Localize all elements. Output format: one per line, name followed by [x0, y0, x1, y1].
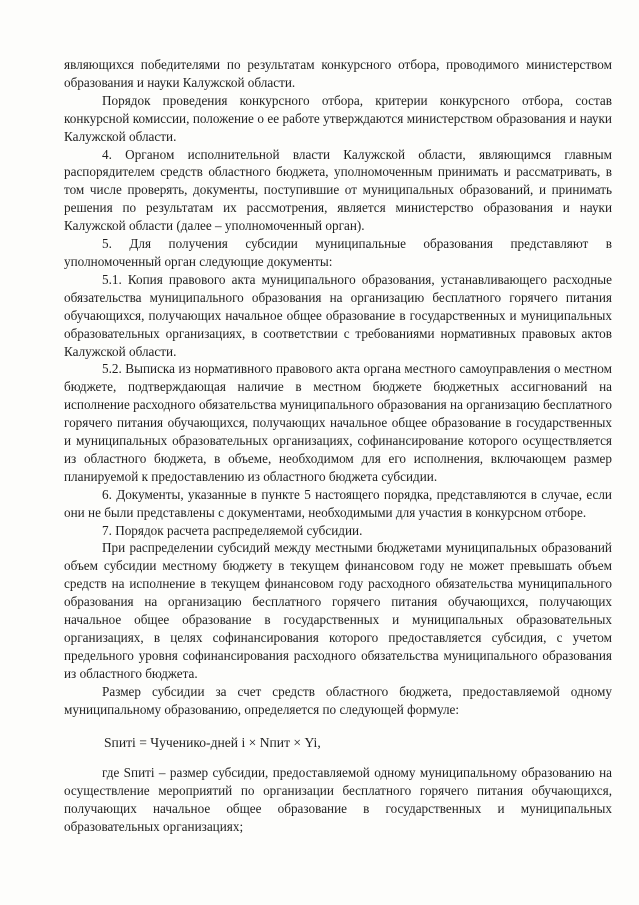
- paragraph-8: При распределении субсидий между местными бюджетами муниципальных образований объем субсидии местному бюджету в текущем финансовом году не может превышать объем средств на исполнение в текущем финансовом году расходного обязательства муниципального образования на организацию бесплатного горячего питания обучающихся, получающих начальное общее образование в государственных и муниципальных образовательных организациях, в целях софинансирования которого предоставляется субсидия, с учетом предельного уровня софинансирования расходного обязательства муниципального образования из областного бюджета.: [64, 540, 612, 681]
- paragraph-1: Порядок проведения конкурсного отбора, критерии конкурсного отбора, состав конкурсной комиссии, положение о ее работе утверждаются министерством образования и науки Калужской области.: [64, 92, 612, 144]
- paragraph-2: 4. Органом исполнительной власти Калужской области, являющимся главным распорядителем средств областного бюджета, уполномоченным принимать и рассматривать, в том числе проверять, документы, поступившие от муниципальных образований, и принимать решения по результатам их рассмотрения, является министерство образования и науки Калужской области (далее – уполномоченный орган).: [64, 146, 612, 234]
- formula-explanation: где Sпитi – размер субсидии, предоставляемой одному муниципальному образованию на осуществление мероприятий по организации бесплатного горячего питания обучающихся, получающих начальное общее образование в государственных и муниципальных образовательных организациях;: [64, 765, 612, 835]
- paragraph-4: 5.1. Копия правового акта муниципального образования, устанавливающего расходные обязательства муниципального образования на организацию бесплатного горячего питания обучающихся, получающих начальное общее образование в государственных и муниципальных образовательных организациях, в соответствии с требованиями нормативных правовых актов Калужской области.: [64, 271, 612, 359]
- paragraph-5: 5.2. Выписка из нормативного правового акта органа местного самоуправления о местном бюджете, подтверждающая наличие в местном бюджете бюджетных ассигнований на исполнение расходного обязательства муниципального образования на организацию бесплатного горячего питания обучающихся, получающих начальное общее образование в государственных и муниципальных образовательных организациях, софинансирование которого осуществляется из областного бюджета, в объеме, необходимом для его исполнения, включающем размер планируемой к предоставлению из областного бюджета субсидии.: [64, 361, 612, 484]
- text-body: [64, 56, 612, 836]
- document-page: [64, 0, 612, 836]
- paragraph-0: являющихся победителями по результатам конкурсного отбора, проводимого министерством образования и науки Калужской области.: [64, 57, 612, 90]
- subsidy-formula: Sпитi = Чученико-дней i × Nпит × Yi,: [104, 734, 321, 750]
- spacer: [64, 719, 612, 725]
- paragraph-3: 5. Для получения субсидии муниципальные образования представляют в уполномоченный орган следующие документы:: [64, 236, 612, 269]
- paragraph-6: 6. Документы, указанные в пункте 5 настоящего порядка, представляются в случае, если они не были представлены с документами, необходимыми для участия в конкурсном отборе.: [64, 486, 612, 520]
- paragraph-9: Размер субсидии за счет средств областного бюджета, предоставляемой одному муниципальному образованию, определяется по следующей формуле:: [64, 683, 612, 717]
- paragraph-7: 7. Порядок расчета распределяемой субсидии.: [102, 522, 363, 538]
